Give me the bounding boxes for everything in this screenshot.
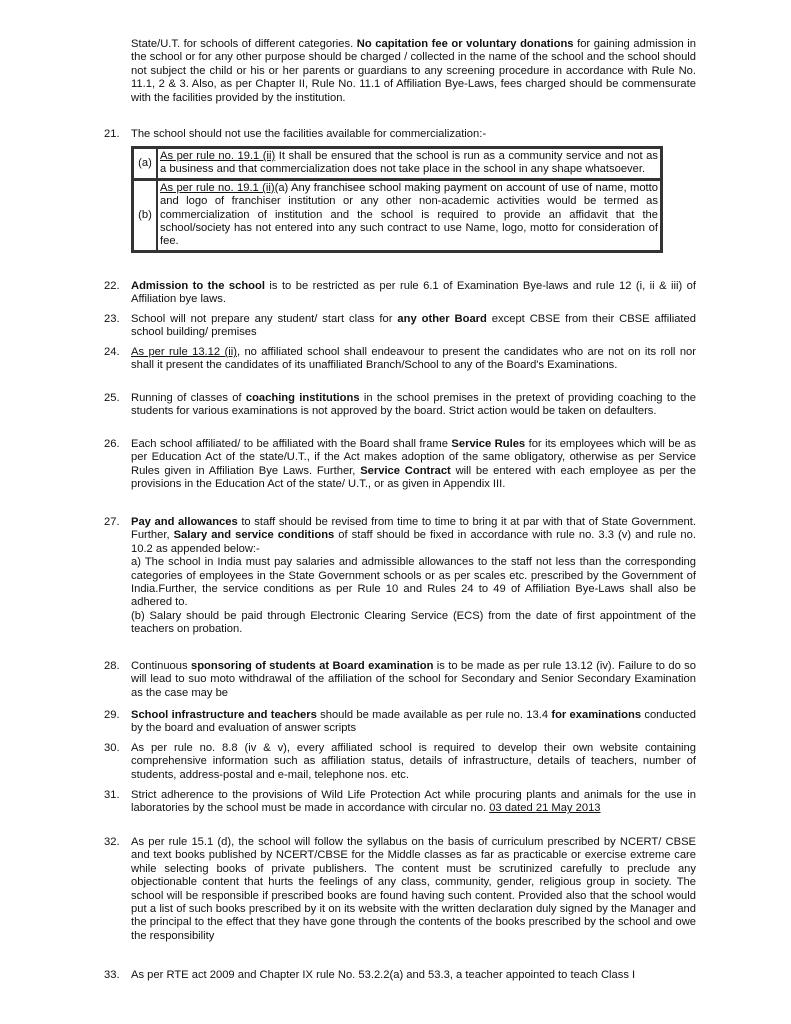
intro-text-1: State/U.T. for schools of different categories.: [131, 38, 357, 50]
item-number: 29.: [104, 709, 120, 721]
item-number: 26.: [104, 438, 120, 450]
item-text: Each school affiliated/ to be affiliated with the Board shall frame: [131, 438, 452, 450]
item-text: As per rule 15.1 (d), the school will follow the syllabus on the basis of curriculum prescribed by NCERT/ CBSE and text books published by NCERT/CBSE for the Middle classes as far as practicable or exercise extreme care while selecting books of private publishers. The content must be scrutinized carefully to preclude any objectionable content that hurts the feelings of any class, community, gender, religious group in society. The school will be responsible if prescribed books are found having such content. Provided also that the school would put a list of such books prescribed by it on its website with the written declaration duly signed by the Manager and the principal to the effect that they have gone through the contents of the books prescribed by the school and owe the responsibility: [131, 836, 696, 942]
item-text: is to be made as per rule 13.12 (iv). Failure to do so will lead to suo moto withdrawal of the affiliation of the school for Secondary and Senior Secondary Examination as the case may be: [131, 660, 696, 699]
table-row: [133, 148, 661, 180]
item-text: As per rule no. 8.8 (iv & v), every affiliated school is required to develop their own website containing comprehensive information such as affiliation status, details of infrastructure, details of teachers, number of students, address-postal and e-mail, telephone nos. etc.: [131, 742, 696, 781]
item-text: for its employees which will be as per Education Act of the state/U.T., if the Act makes adoption of the same obligatory, otherwise as per Service Rules given in Affiliation Bye Laws. Further,: [131, 438, 696, 477]
item-number: 28.: [104, 660, 120, 672]
item-text: is to be restricted as per rule 6.1 of Examination Bye-laws and rule 12 (i, ii & iii) of Affiliation bye laws.: [131, 280, 696, 306]
circular-reference: 03 dated 21 May 2013: [489, 802, 601, 815]
item-text: will be entered with each employee as per the provisions in the Education Act of the state/ U.T., or as given in Appendix III.: [131, 464, 696, 491]
item-text: to staff should be revised from time to time to bring it at par with that of State Government. Further,: [131, 516, 696, 542]
item-text: should be made available as per rule no. 13.4: [316, 709, 552, 721]
sub-clause-a: a) The school in India must pay salaries and admissible allowances to the staff not less than the corresponding categories of employees in the State Government schools or as per scales etc. prescribed by the Government of India.Further, the service conditions as per Rule 10 and Rules 24 to 49 of Affiliation Bye-Laws shall also be adhered to.: [131, 556, 696, 609]
item-number: 24.: [104, 346, 120, 358]
item-bold: Service Rules: [451, 438, 526, 450]
row-body: (a) Any franchisee school making payment on account of use of name, motto and logo of franchiser institution or any other non-academic activities would be termed as commercialization of institution and the school is required to provide an affidavit that the school/society has not entered into any such contract to use Name, logo, motto for consideration of fee.: [160, 181, 658, 248]
item-24: [104, 346, 696, 373]
item-29: [104, 709, 696, 736]
item-21: [104, 128, 696, 141]
item-text: in the school premises in the pretext of providing coaching to the students for various examinations is not approved by the board. Strict action would be taken on defaulters.: [131, 392, 697, 418]
item-number: 27.: [104, 516, 120, 528]
intro-paragraph: [131, 38, 696, 105]
item-number: 22.: [104, 280, 120, 292]
item-bold: sponsoring of students at Board examination: [190, 660, 434, 672]
item-text: Running of classes of: [131, 392, 246, 404]
commercialization-table: [131, 146, 663, 253]
rule-reference: As per rule no. 19.1 (ii): [160, 150, 276, 162]
item-number: 23.: [104, 313, 120, 325]
item-27: [104, 516, 696, 637]
item-text: except CBSE from their CBSE affiliated school building/ premises: [131, 313, 696, 339]
item-number: 31.: [104, 789, 120, 801]
item-text: Strict adherence to the provisions of Wild Life Protection Act while procuring plants and animals for the use in laboratories by the school must be made in accordance with circular no.: [131, 789, 696, 815]
item-text: conducted by the board and evaluation of answer scripts: [131, 709, 696, 735]
row-body: It shall be ensured that the school is run as a community service and not as a business and that commercialization does not take place in the school in any shape whatsoever.: [160, 150, 658, 176]
table-row: [133, 180, 661, 251]
item-23: [104, 313, 696, 340]
rule-reference: As per rule 13.12 (ii): [131, 346, 237, 358]
item-text: Continuous: [131, 660, 191, 672]
sub-clause-b: (b) Salary should be paid through Electronic Clearing Service (ECS) from the date of first appointment of the teachers on probation.: [131, 609, 696, 636]
intro-text-2: for gaining admission in the school or for any other purpose should be charged / collected in the name of the school and the school should not subject the child or his or her parents or guardians to any screening procedure in accordance with Rule No. 11.1, 2 & 3. Also, as per Chapter II, Rule No. 11.1 of Affiliation Bye-Laws, fees charged should be commensurate with the facilities provided by the institution.: [131, 38, 696, 104]
intro-bold: No capitation fee or voluntary donations: [356, 38, 574, 50]
item-number: 25.: [104, 392, 120, 404]
item-30: [104, 742, 696, 782]
item-bold: Pay and allowances: [131, 516, 238, 528]
item-32: [104, 836, 696, 943]
item-text: , no affiliated school shall endeavour to present the candidates who are not on its roll nor shall it present the candidates of its unaffiliated Branch/School to any of the Board's Examinations.: [131, 346, 696, 372]
item-text: The school should not use the facilities available for commercialization:-: [131, 128, 487, 140]
item-text: School will not prepare any student/ start class for: [131, 313, 398, 325]
item-bold: any other Board: [397, 313, 487, 325]
row-text: [157, 180, 661, 251]
item-bold: Salary and service conditions: [173, 529, 335, 542]
item-33: [104, 969, 696, 982]
item-25: [104, 392, 696, 419]
item-31: [104, 789, 696, 816]
item-bold: School infrastructure and teachers: [131, 709, 317, 721]
item-bold: coaching institutions: [245, 392, 360, 404]
item-bold: for examinations: [551, 709, 642, 721]
item-number: 21.: [104, 128, 120, 140]
item-26: [104, 438, 696, 492]
item-text: of staff should be fixed in accordance with rule no. 3.3 (v) and rule no. 10.2 as appended below:-: [131, 529, 696, 555]
item-bold: Service Contract: [360, 464, 451, 477]
item-number: 33.: [104, 969, 120, 981]
item-bold: Admission to the school: [131, 280, 265, 292]
row-label: (b): [133, 180, 157, 251]
item-28: [104, 660, 696, 700]
item-number: 32.: [104, 836, 120, 848]
item-number: 30.: [104, 742, 120, 754]
item-text: As per RTE act 2009 and Chapter IX rule No. 53.2.2(a) and 53.3, a teacher appointed to teach Class I: [131, 969, 636, 981]
row-label: (a): [133, 148, 157, 180]
rule-reference: As per rule no. 19.1 (ii): [160, 181, 275, 194]
row-text: [157, 148, 661, 180]
item-22: [104, 280, 696, 307]
